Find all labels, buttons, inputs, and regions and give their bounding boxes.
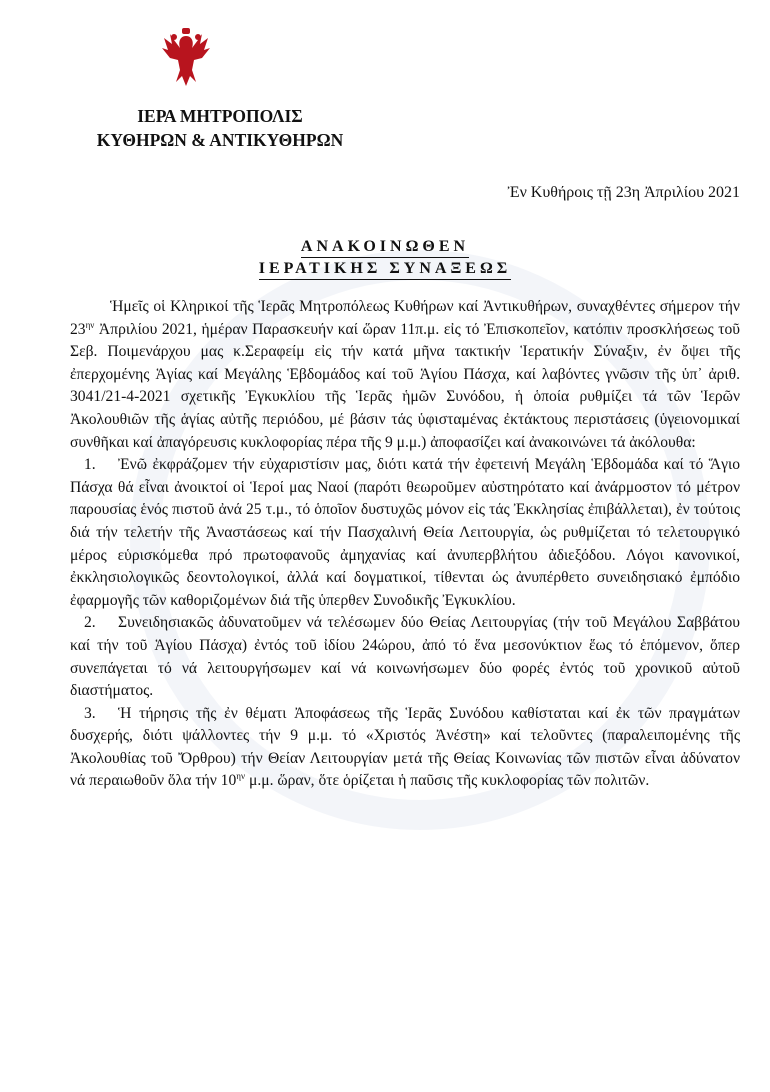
intro-paragraph: Ἡμεῖς οἱ Κληρικοί τῆς Ἱερᾶς Μητροπόλεως Κυθήρων καί Ἀντικυθήρων, συναχθέντες σήμερον τήν $23^{\eta\nu}$ Ἀπριλίου 2021, ἡμέραν Παρασκευήν καί ὥραν 11π.μ. εἰς τό Ἐπισκοπεῖον, κατόπιν προσκλήσεως τοῦ Σεβ. Ποιμενάρχου μας κ.Σεραφείμ εἰς τήν κατά μῆνα τακτικήν Ἱερατικήν Σύναξιν, ἐν ὄψει τῆς ἐπερχομένης Ἁγίας καί Μεγάλης Ἑβδομάδος καί τοῦ Ἁγίου Πάσχα, καί λαβόντες γνῶσιν τῆς ὑπ᾽ ἀριθ. 3041/21-4-2021 σχετικῆς Ἐγκυκλίου τῆς Ἱερᾶς ἡμῶν Συνόδου, ἡ ὁποία ρυθμίζει τά τῶν Ἱερῶν Ἀκολουθιῶν τῆς ἁγίας αὐτῆς περιόδου, μέ βάσιν τάς ὑφισταμένας ἐκτάκτους περιστάσεις (ὑγειονομικαί συνθῆκαι καί ἀπαγόρευσις κυκλοφορίας πέρα τῆς 9 μ.μ.) ἀποφασίζει καί ἀνακοινώνει τά ἀκόλουθα: — [70, 298, 740, 451]
document-title — [0, 236, 770, 280]
title-line-2: ΙΕΡΑΤΙΚΗΣ ΣΥΝΑΞΕΩΣ — [259, 259, 511, 280]
item-text: Συνειδησιακῶς ἀδυνατοῦμεν νά τελέσωμεν δύο Θείας Λειτουργίας (τήν τοῦ Μεγάλου Σαββάτου καί τήν τοῦ Ἁγίου Πάσχα) ἐντός τοῦ ἰδίου 24ώρου, ἀπό τό ἕνα μεσονύκτιον ἕως τό ἑπόμενον, ὅπερ συνεπάγεται τό νά λειτουργήσωμεν καί νά κοινωνήσωμεν δύο φορές ἐντός τοῦ χρονικοῦ αὐτοῦ διαστήματος. — [70, 614, 740, 700]
item-text: Ἡ τήρησις τῆς ἐν θέματι Ἀποφάσεως τῆς Ἱερᾶς Συνόδου καθίσταται καί ἐκ τῶν πραγμάτων δυσχερής, διότι ψάλλοντες τήν 9 μ.μ. τό «Χριστός Ἀνέστη» καί τελοῦντες (παραλειπομένης τῆς Ἀκολουθίας τοῦ Ὄρθρου) τήν Θείαν Λειτουργίαν μετά τῆς Θείας Κοινωνίας τῶν πιστῶν εἶναι ἀδύνατον νά περαιωθοῦν ὅλα τήν 10 — [70, 704, 740, 790]
document-date: Ἐν Κυθήροις τῇ 23η Ἀπριλίου 2021 — [507, 184, 740, 201]
org-line-2: ΚΥΘΗΡΩΝ & ΑΝΤΙΚΥΘΗΡΩΝ — [96, 130, 344, 150]
item-number: 3. — [84, 704, 96, 722]
document-body — [70, 296, 740, 793]
item-text: Ἐνῶ ἐκφράζομεν τήν εὐχαριστίσιν μας, διότι κατά τήν ἐφετεινή Μεγάλη Ἑβδομάδα καί τό Ἅγιο Πάσχα θά εἶναι ἀνοικτοί οἱ Ἱεροί μας Ναοί (παρότι θεωροῦμεν αὐστηρότατο καί ἀνάρμοστον τό μέτρον παρουσίας ἑνός πιστοῦ ἀνά 25 τ.μ., τό ὁποῖον δυστυχῶς μόνον εἰς τάς Ἐκκλησίας ἐπιβάλλεται), ἐν τούτοις διά τήν τελετήν τῆς Ἀναστάσεως καί τήν Πασχαλινή Θεία Λειτουργία, ὡς ρυθμίζεται τό τελετουργικό μέρος εὑρισκόμεθα πρό πρωτοφανοῦς ἀμηχανίας καί ἀνυπερβλήτου ἀδιεξόδου. Λόγοι κανονικοί, ἐκκλησιολογικῶς δεοντολογικοί, ἀλλά καί δογματικοί, τίθενται ὡς ἀνυπέρθετο συνειδησιακό ἐμπόδιο ἐφαρμογῆς τῶν καθοριζομένων διά τῆς ὑπερθεν Συνοδικῆς Ἐγκυκλίου. — [70, 456, 740, 609]
double-headed-eagle-icon — [160, 28, 212, 90]
org-line-1: ΙΕΡΑ ΜΗΤΡΟΠΟΛΙΣ — [137, 106, 303, 126]
list-item — [70, 612, 740, 702]
list-item — [70, 454, 740, 612]
title-line-1: ΑΝΑΚΟΙΝΩΘΕΝ — [301, 237, 469, 258]
organization-name — [70, 104, 370, 152]
item-number: 1. — [84, 456, 96, 474]
item-number: 2. — [84, 614, 96, 632]
list-item: 3. Ἡ τήρησις τῆς ἐν θέματι Ἀποφάσεως τῆς Ἱερᾶς Συνόδου καθίσταται καί ἐκ τῶν πραγμάτων δυσχερής, διότι ψάλλοντες τήν 9 μ.μ. τό «Χριστός Ἀνέστη» καί τελοῦντες (παραλειπομένης τῆς Ἀκολουθίας τοῦ Ὄρθρου) τήν Θείαν Λειτουργίαν μετά τῆς Θείας Κοινωνίας τῶν πιστῶν εἶναι ἀδύνατον νά περαιωθοῦν ὅλα τήν $10^{\eta\nu}$ μ.μ. ὥραν, ὅτε ὁρίζεται ἡ παῦσις τῆς κυκλοφορίας τῶν πολιτῶν. — [70, 704, 740, 790]
